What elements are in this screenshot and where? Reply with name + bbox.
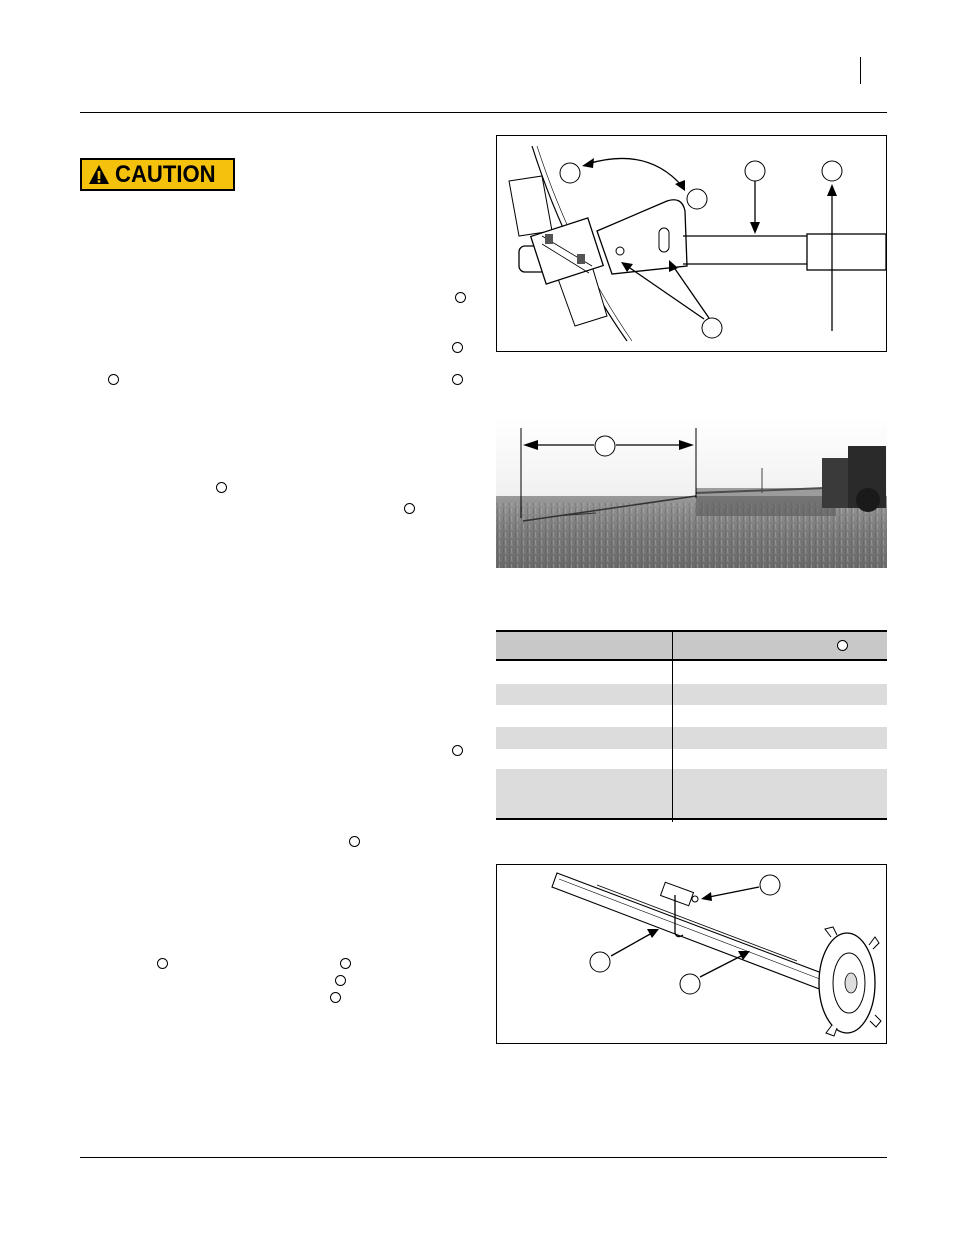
table-row — [496, 705, 887, 727]
spec-table — [496, 630, 887, 822]
callout-marker — [452, 745, 463, 756]
table-row — [496, 661, 887, 683]
table-row — [496, 683, 887, 705]
callout-marker — [404, 503, 415, 514]
disk-hub-drawing — [497, 136, 886, 351]
callout-marker — [837, 640, 848, 651]
table-row — [496, 769, 887, 820]
callout-marker — [108, 374, 119, 385]
callout-marker — [335, 975, 346, 986]
callout-marker — [349, 836, 360, 847]
table-header-row — [496, 630, 887, 661]
header-rule — [80, 112, 887, 113]
table-row — [496, 727, 887, 749]
table-row — [496, 749, 887, 769]
press-wheel-drawing — [497, 865, 886, 1043]
callout-marker — [452, 374, 463, 385]
figure-field-photo — [496, 418, 887, 568]
callout-marker — [216, 482, 227, 493]
caution-text: CAUTION — [115, 160, 216, 188]
callout-marker — [452, 342, 463, 353]
callout-marker — [330, 992, 341, 1003]
warning-triangle-icon — [88, 164, 110, 186]
header-page-separator — [860, 57, 861, 84]
caution-label — [80, 158, 235, 191]
field-photo — [496, 418, 887, 568]
table-column-divider — [672, 630, 673, 822]
figure-disk-hub — [496, 135, 887, 352]
figure-press-wheel — [496, 864, 887, 1044]
footer-rule — [80, 1157, 887, 1158]
callout-marker — [157, 958, 168, 969]
callout-marker — [455, 292, 466, 303]
callout-marker — [340, 958, 351, 969]
